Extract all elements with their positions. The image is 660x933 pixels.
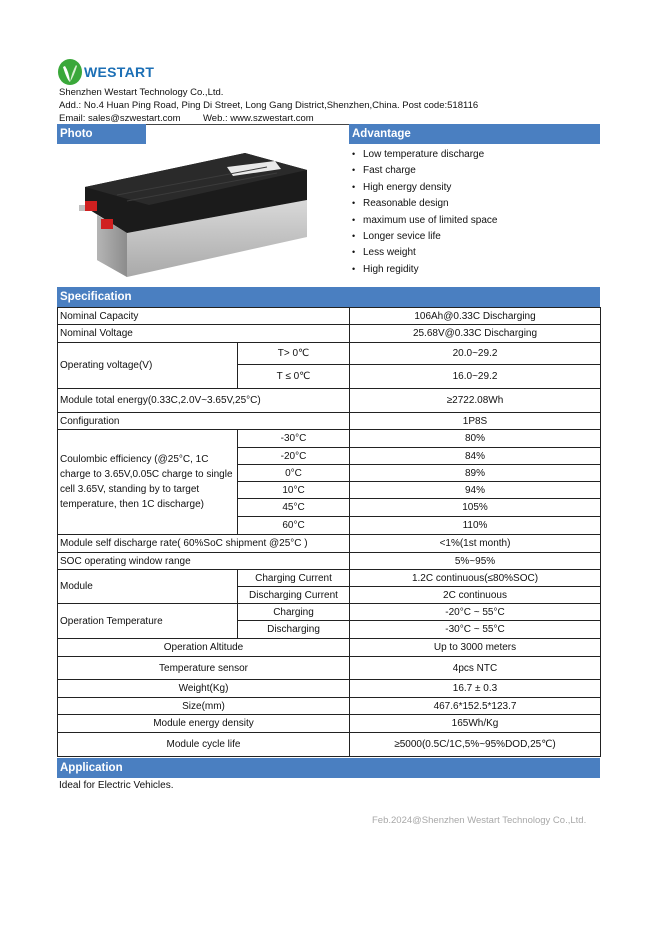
company-address: Add.: No.4 Huan Ping Road, Ping Di Street, Long Gang District,Shenzhen,China. Post code:518116 [59,100,479,111]
spec-value: 1P8S [350,413,601,430]
spec-value: ≥2722.08Wh [350,389,601,413]
spec-label: Weight(Kg) [58,680,350,698]
spec-label: Operation Altitude [58,639,350,657]
spec-label: Coulombic efficiency (@25°C, 1C charge to 3.65V,0.05C charge to single cell 3.65V, standing by to target temperature, then 1C discharge) [58,430,238,535]
spec-value: 467.6*152.5*123.7 [350,698,601,715]
spec-condition: Discharging Current [238,587,350,604]
table-row [58,308,601,325]
spec-value: -20°C ~ 55°C [350,604,601,621]
spec-label: Nominal Capacity [58,308,350,325]
table-row [58,535,601,553]
battery-module-photo [57,145,345,285]
advantage-item: • High energy density [352,181,452,193]
table-row [58,639,601,657]
table-row [58,570,601,587]
spec-label: Module cycle life [58,733,350,757]
spec-label: Module [58,570,238,604]
spec-condition: Charging [238,604,350,621]
table-row [58,389,601,413]
table-row [58,553,601,570]
table-row [58,413,601,430]
spec-value: ≥5000(0.5C/1C,5%~95%DOD,25℃) [350,733,601,757]
spec-condition: 45°C [238,499,350,517]
spec-label: Module self discharge rate( 60%SoC shipment @25°C ) [58,535,350,553]
advantage-item: • High regidity [352,263,419,275]
spec-label: Operation Temperature [58,604,238,639]
table-row [58,698,601,715]
advantage-item: • Less weight [352,247,416,259]
advantage-item: • maximum use of limited space [352,214,498,226]
spec-value: 89% [350,465,601,482]
spec-value: <1%(1st month) [350,535,601,553]
company-name: Shenzhen Westart Technology Co.,Ltd. [59,87,224,98]
spec-condition: 0°C [238,465,350,482]
spec-value: 20.0~29.2 [350,343,601,365]
photo-section-header: Photo [57,124,146,144]
spec-label: Module energy density [58,715,350,733]
advantage-item: • Low temperature discharge [352,149,485,160]
spec-condition: -20°C [238,448,350,465]
spec-label: Temperature sensor [58,657,350,680]
table-row [58,343,601,365]
advantage-section-header: Advantage [349,124,600,144]
company-email: Email: sales@szwestart.com [59,113,181,124]
spec-value: 80% [350,430,601,448]
spec-value: 106Ah@0.33C Discharging [350,308,601,325]
spec-value: 25.68V@0.33C Discharging [350,325,601,343]
table-row [58,733,601,757]
spec-condition: -30°C [238,430,350,448]
spec-condition: Discharging [238,621,350,639]
footer-copyright: Feb.2024@Shenzhen Westart Technology Co.,Ltd. [372,815,587,826]
advantage-item: • Reasonable design [352,198,449,210]
brand-name: WESTART [84,64,155,80]
spec-label: Module total energy(0.33C,2.0V~3.65V,25°C) [58,389,350,413]
advantage-item: • Fast charge [352,165,416,177]
spec-value: 84% [350,448,601,465]
table-row [58,657,601,680]
spec-label: Operating voltage(V) [58,343,238,389]
spec-value: 16.7 ± 0.3 [350,680,601,698]
table-row [58,604,601,621]
spec-label: Nominal Voltage [58,325,350,343]
spec-value: 165Wh/Kg [350,715,601,733]
table-row [58,680,601,698]
table-row [58,325,601,343]
spec-condition: 10°C [238,482,350,499]
spec-value: 105% [350,499,601,517]
spec-value: 5%~95% [350,553,601,570]
application-text: Ideal for Electric Vehicles. [59,780,174,791]
spec-condition: T> 0℃ [238,343,350,365]
spec-value: -30°C ~ 55°C [350,621,601,639]
advantage-item: • Longer sevice life [352,230,441,242]
spec-label: Size(mm) [58,698,350,715]
table-row [58,715,601,733]
westart-logo-icon [57,58,83,86]
spec-value: 110% [350,517,601,535]
specification-table [57,307,601,757]
spec-condition: Charging Current [238,570,350,587]
spec-condition: T ≤ 0℃ [238,365,350,389]
spec-condition: 60°C [238,517,350,535]
specification-section-header: Specification [57,287,600,307]
spec-label: Configuration [58,413,350,430]
spec-value: 94% [350,482,601,499]
application-section-header: Application [57,758,600,778]
spec-value: 2C continuous [350,587,601,604]
spec-value: Up to 3000 meters [350,639,601,657]
spec-label: SOC operating window range [58,553,350,570]
spec-value: 1.2C continuous(≤80%SOC) [350,570,601,587]
company-web: Web.: www.szwestart.com [203,113,314,124]
spec-value: 16.0~29.2 [350,365,601,389]
spec-value: 4pcs NTC [350,657,601,680]
table-row [58,430,601,448]
advantage-list [352,146,498,277]
